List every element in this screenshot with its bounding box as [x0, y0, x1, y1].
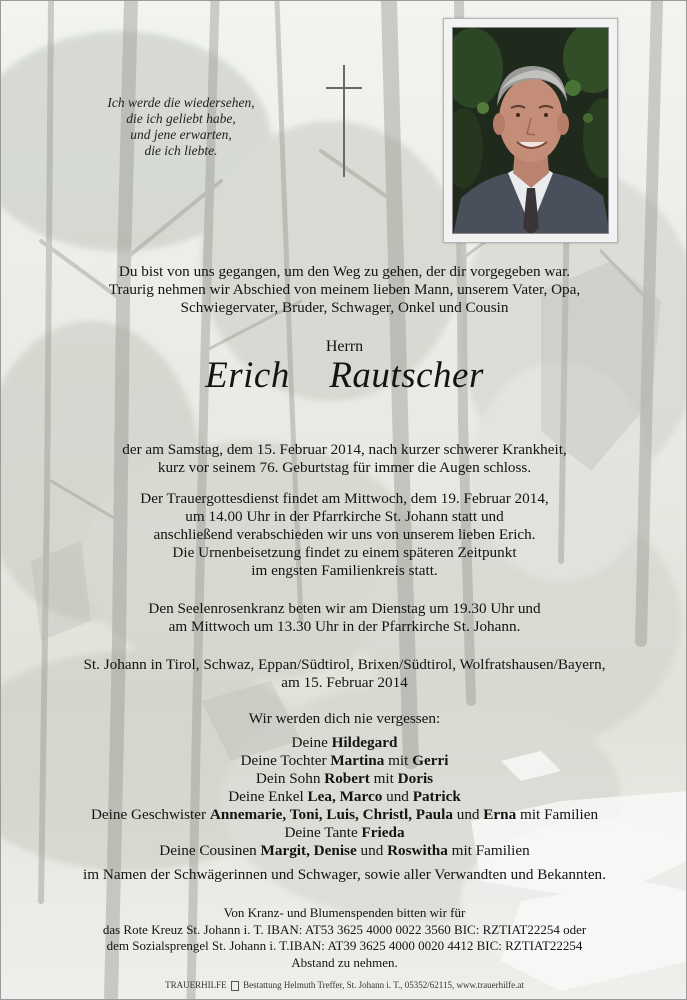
death-line: kurz vor seinem 76. Geburtstag für immer die Augen schloss. [157, 459, 532, 476]
cross-icon [324, 65, 364, 177]
family-list [1, 734, 687, 860]
service-info [1, 490, 687, 580]
donation-line: Abstand zu nehmen. [291, 954, 398, 970]
family-siblings: Deine Geschwister Annemarie, Toni, Luis, Christl, Paula und Erna mit Familien [90, 806, 599, 823]
intro-line: Schwiegervater, Bruder, Schwager, Onkel und Cousin [180, 299, 509, 316]
inlaws-line [1, 866, 687, 884]
rosary-line: Den Seelenrosenkranz beten wir am Dienstag um 19.30 Uhr und [148, 600, 541, 617]
memorial-quote [61, 95, 301, 159]
service-line: um 14.00 Uhr in der Pfarrkirche St. Johann statt und [185, 508, 504, 525]
place-date [1, 656, 687, 692]
footer [1, 980, 687, 991]
intro-line: Traurig nehmen wir Abschied von meinem lieben Mann, unserem Vater, Opa, [108, 281, 581, 298]
footer-text: Bestattung Helmuth Treffer, St. Johann i. T., 05352/62115, www.trauerhilfe.at [243, 980, 524, 990]
inlaws-text: im Namen der Schwägerinnen und Schwager, sowie aller Verwandten und Bekannten. [83, 866, 606, 883]
service-line: Die Urnenbeisetzung findet zu einem späteren Zeitpunkt [172, 544, 517, 561]
donation-request [1, 905, 687, 971]
never-forget-line: Wir werden dich nie vergessen: [248, 710, 441, 727]
rosary-line: am Mittwoch um 13.30 Uhr in der Pfarrkirche St. Johann. [168, 618, 521, 635]
quote-line: die ich geliebt habe, [126, 111, 236, 126]
family-daughter: Deine Tochter Martina mit Gerri [240, 752, 449, 769]
intro-line: Du bist von uns gegangen, um den Weg zu gehen, der dir vorgegeben war. [118, 263, 571, 280]
donation-line: dem Sozialsprengel St. Johann i. T.IBAN: AT39 3625 4000 0020 4412 BIC: RZTIAT22254 [106, 938, 583, 953]
portrait-frame [443, 18, 618, 243]
family-son: Dein Sohn Robert mit Doris [255, 770, 434, 787]
service-line: Der Trauergottesdienst findet am Mittwoch, dem 19. Februar 2014, [140, 490, 549, 507]
service-line: im engsten Familienkreis statt. [251, 562, 438, 579]
family-aunt: Deine Tante Frieda [284, 824, 405, 841]
death-line: der am Samstag, dem 15. Februar 2014, nach kurzer schwerer Krankheit, [122, 441, 567, 458]
quote-line: Ich werde die wiedersehen, [107, 95, 255, 110]
salutation: Herrn [325, 338, 364, 355]
quote-line: die ich liebte. [144, 143, 218, 158]
footer-brand: TRAUERHILFE [165, 980, 227, 990]
quote-line: und jene erwarten, [130, 127, 232, 142]
place-line: St. Johann in Tirol, Schwaz, Eppan/Südtirol, Brixen/Südtirol, Wolfratshausen/Bayern, [83, 656, 606, 673]
death-notice [1, 441, 687, 477]
portrait-photo [452, 27, 609, 234]
family-cousins: Deine Cousinen Margit, Denise und Roswitha mit Familien [159, 842, 530, 859]
deceased-name: Erich Rautscher [205, 355, 484, 396]
never-forget [1, 710, 687, 728]
rosary-info [1, 600, 687, 636]
trauerhilfe-logo-icon [231, 981, 239, 991]
family-wife: Deine Hildegard [291, 734, 398, 751]
family-grandchildren: Deine Enkel Lea, Marco und Patrick [228, 788, 461, 805]
service-line: anschließend verabschieden wir uns von unserem lieben Erich. [153, 526, 536, 543]
place-line: am 15. Februar 2014 [281, 674, 408, 691]
intro-text [1, 263, 687, 317]
donation-line: das Rote Kreuz St. Johann i. T. IBAN: AT53 3625 4000 0022 3560 BIC: RZTIAT22254 oder [102, 921, 587, 937]
donation-line: Von Kranz- und Blumenspenden bitten wir für [223, 905, 466, 920]
